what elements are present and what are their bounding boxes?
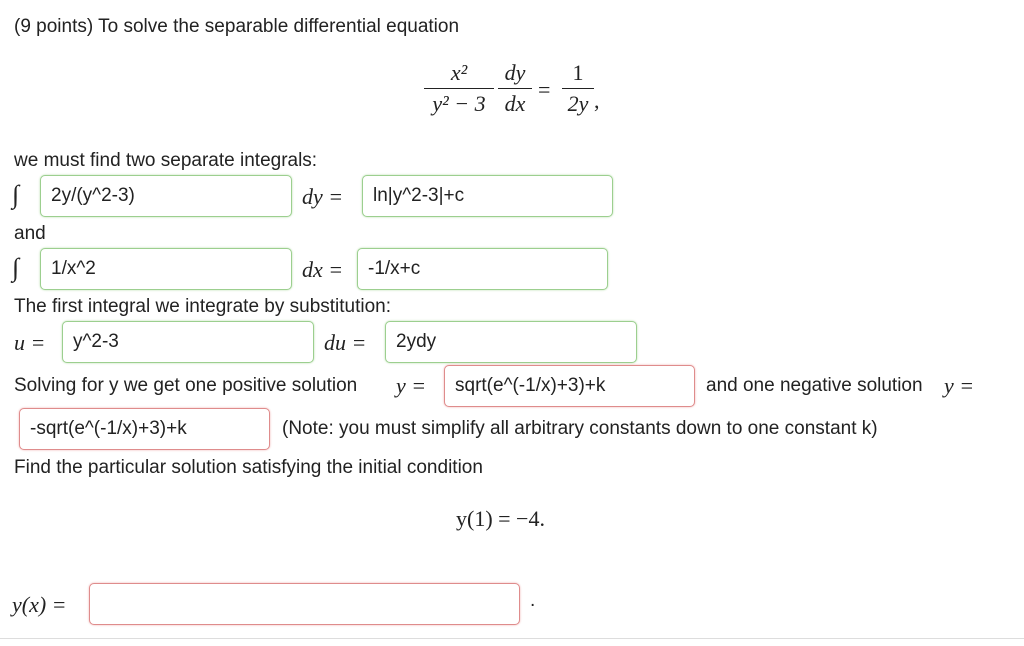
initial-condition: y(1) = −4.: [456, 506, 545, 531]
integrand-1-input[interactable]: 2y/(y^2-3): [40, 175, 292, 217]
integral-1-differential: dy =: [302, 184, 344, 209]
answer-period: .: [530, 590, 536, 611]
find-integrals-text: we must find two separate integrals:: [14, 150, 318, 171]
eq-rhs-denominator: 2y: [567, 91, 589, 116]
eq-rhs-numerator: 1: [572, 60, 584, 85]
particular-solution-text: Find the particular solution satisfying the initial condition: [14, 457, 483, 478]
and-text: and: [14, 223, 46, 244]
integrand-2-input[interactable]: 1/x^2: [40, 248, 292, 290]
solving-prefix-text: Solving for y we get one positive solution: [14, 375, 358, 396]
du-input[interactable]: 2ydy: [385, 321, 637, 363]
du-label: du =: [324, 330, 367, 355]
negative-solution-input[interactable]: -sqrt(e^(-1/x)+3)+k: [19, 408, 270, 450]
answer-input[interactable]: [89, 583, 520, 625]
eq-lhs2-denominator: dx: [504, 91, 526, 116]
answer-label: y(x) =: [12, 592, 67, 617]
integral-sign-2: ∫: [12, 253, 20, 282]
bottom-divider: [0, 638, 1024, 639]
u-input[interactable]: y^2-3: [62, 321, 314, 363]
y-equals-positive: y =: [396, 373, 427, 398]
intro-text: (9 points) To solve the separable differential equation: [14, 16, 460, 37]
note-text: (Note: you must simplify all arbitrary constants down to one constant k): [282, 418, 878, 439]
integral-1-result-input[interactable]: ln|y^2-3|+c: [362, 175, 613, 217]
integral-sign-1: ∫: [12, 180, 20, 209]
negative-solution-text: and one negative solution: [706, 375, 923, 396]
y-equals-negative: y =: [944, 373, 975, 398]
eq-comma: ,: [594, 88, 600, 113]
u-label: u =: [14, 330, 46, 355]
substitution-text: The first integral we integrate by substitution:: [14, 296, 392, 317]
integral-2-differential: dx =: [302, 257, 344, 282]
eq-lhs2-numerator: dy: [504, 60, 526, 85]
integral-2-result-input[interactable]: -1/x+c: [357, 248, 608, 290]
eq-lhs1-denominator: y² − 3: [432, 91, 486, 116]
eq-equals: =: [538, 77, 551, 102]
positive-solution-input[interactable]: sqrt(e^(-1/x)+3)+k: [444, 365, 695, 407]
eq-lhs1-numerator: x²: [450, 60, 468, 85]
